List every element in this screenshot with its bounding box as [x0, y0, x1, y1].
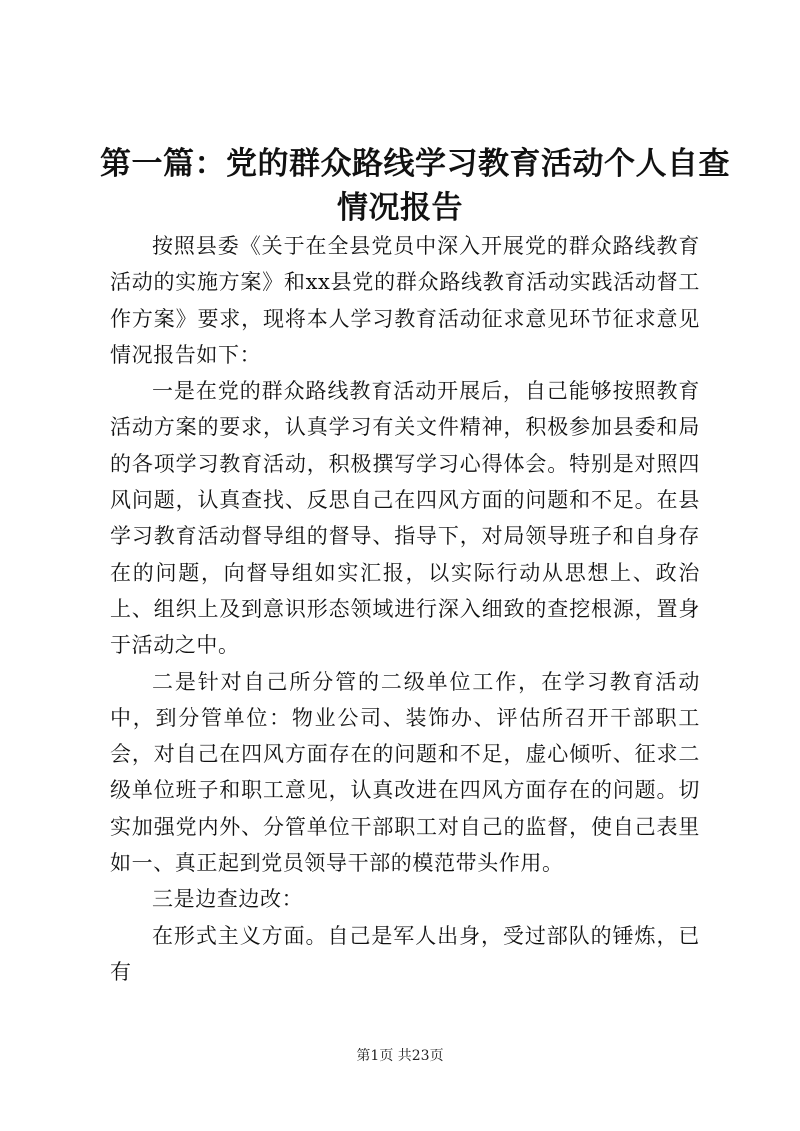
document-title: [100, 142, 730, 230]
paragraph-point-three-heading: 三是边查边改：: [152, 887, 304, 912]
title-line-1: 第一篇：党的群众路线学习教育活动个人自查: [100, 146, 730, 182]
title-line-2: 情况报告: [337, 190, 463, 226]
paragraph-formalism: 在形式主义方面。自己是军人出身，受过部队的锤炼，已有: [110, 923, 700, 984]
page-number: 第1页 共23页: [356, 1048, 444, 1064]
document-body: [110, 228, 700, 990]
paragraph-intro: 按照县委《关于在全县党员中深入开展党的群众路线教育活动的实施方案》和xx县党的群众路线教育活动实践活动督工作方案》要求，现将本人学习教育活动征求意见环节征求意见情况报告如下：: [110, 234, 700, 367]
paragraph-point-two: 二是针对自己所分管的二级单位工作，在学习教育活动中，到分管单位：物业公司、装饰办、评估所召开干部职工会，对自己在四风方面存在的问题和不足，虚心倾听、征求二级单位班子和职工意见，认真改进在四风方面存在的问题。切实加强党内外、分管单位干部职工对自己的监督，使自己表里如一、真正起到党员领导干部的模范带头作用。: [110, 669, 700, 876]
paragraph-point-one: 一是在党的群众路线教育活动开展后，自己能够按照教育活动方案的要求，认真学习有关文件精神，积极参加县委和局的各项学习教育活动，积极撰写学习心得体会。特别是对照四风问题，认真查找、反思自己在四风方面的问题和不足。在县学习教育活动督导组的督导、指导下，对局领导班子和自身存在的问题，向督导组如实汇报，以实际行动从思想上、政治上、组织上及到意识形态领域进行深入细致的查挖根源，置身于活动之中。: [110, 379, 700, 658]
